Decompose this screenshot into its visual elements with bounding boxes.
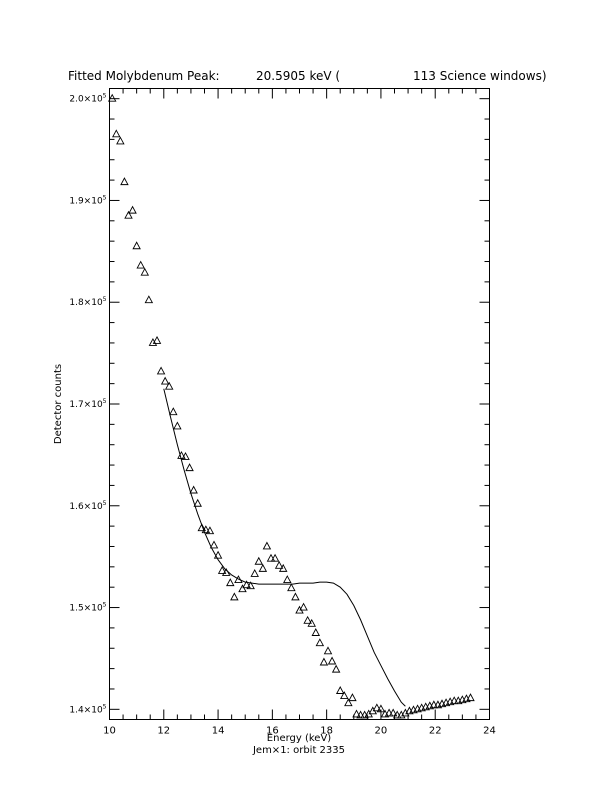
data-point-triangle: [263, 542, 270, 549]
chart-title-energy: 20.5905 keV (: [256, 69, 341, 83]
data-point-triangle: [325, 647, 332, 654]
data-markers: [109, 95, 474, 718]
data-point-triangle: [251, 570, 258, 577]
data-point-triangle: [329, 657, 336, 664]
y-tick-label: $1.5\times 10^5$: [69, 601, 107, 614]
chart-title-left: Fitted Molybdenum Peak:: [68, 69, 220, 83]
data-point-triangle: [255, 558, 262, 565]
data-point-triangle: [259, 565, 266, 572]
y-tick-label: $1.8\times 10^5$: [69, 296, 107, 309]
x-tick-label: 18: [320, 725, 334, 737]
plot-frame: [110, 89, 490, 720]
data-point-triangle: [337, 687, 344, 694]
x-tick-label: 22: [428, 725, 442, 737]
data-point-triangle: [190, 487, 197, 494]
x-tick-label: 16: [265, 725, 279, 737]
x-tick-label: 24: [483, 725, 496, 737]
chart-title-windows: 113 Science windows): [413, 69, 547, 83]
y-tick-label: $1.7\times 10^5$: [69, 398, 107, 410]
data-point-triangle: [316, 639, 323, 646]
data-point-triangle: [137, 262, 144, 269]
x-tick-label: 10: [103, 725, 116, 737]
data-point-triangle: [227, 579, 234, 586]
data-point-triangle: [121, 178, 128, 185]
x-axis-label: Energy (keV): [266, 733, 332, 744]
data-point-triangle: [239, 585, 246, 592]
y-tick-label: $2.0\times 10^5$: [69, 92, 107, 105]
x-tick-label: 20: [374, 725, 388, 737]
data-point-triangle: [113, 130, 120, 137]
data-point-triangle: [312, 629, 319, 636]
x-tick-label: 12: [157, 725, 171, 737]
data-point-triangle: [349, 694, 356, 701]
data-point-triangle: [117, 137, 124, 144]
y-tick-labels: [69, 93, 106, 716]
x-tick-label: 14: [211, 725, 225, 737]
footer-instrument-label: Jem×1: orbit 2335: [252, 745, 346, 756]
data-point-triangle: [145, 296, 152, 303]
data-point-triangle: [284, 576, 291, 583]
data-point-triangle: [288, 584, 295, 591]
y-tick-label: $1.4\times 10^5$: [69, 703, 107, 716]
y-axis-label: Detector counts: [53, 363, 64, 445]
data-point-triangle: [133, 242, 140, 249]
data-point-triangle: [170, 408, 177, 415]
data-point-triangle: [186, 464, 193, 471]
data-point-triangle: [141, 269, 148, 276]
y-tick-label: $1.9\times 10^5$: [69, 194, 107, 207]
data-point-triangle: [333, 666, 340, 673]
data-point-triangle: [231, 593, 238, 600]
fit-curve: [164, 389, 406, 707]
data-point-triangle: [162, 378, 169, 385]
y-tick-label: $1.6\times 10^5$: [69, 499, 107, 512]
data-point-triangle: [320, 659, 327, 666]
data-point-triangle: [292, 593, 299, 600]
data-point-triangle: [158, 367, 165, 374]
data-point-triangle: [129, 207, 136, 214]
data-point-triangle: [174, 422, 181, 429]
axis-ticks: [110, 89, 490, 720]
